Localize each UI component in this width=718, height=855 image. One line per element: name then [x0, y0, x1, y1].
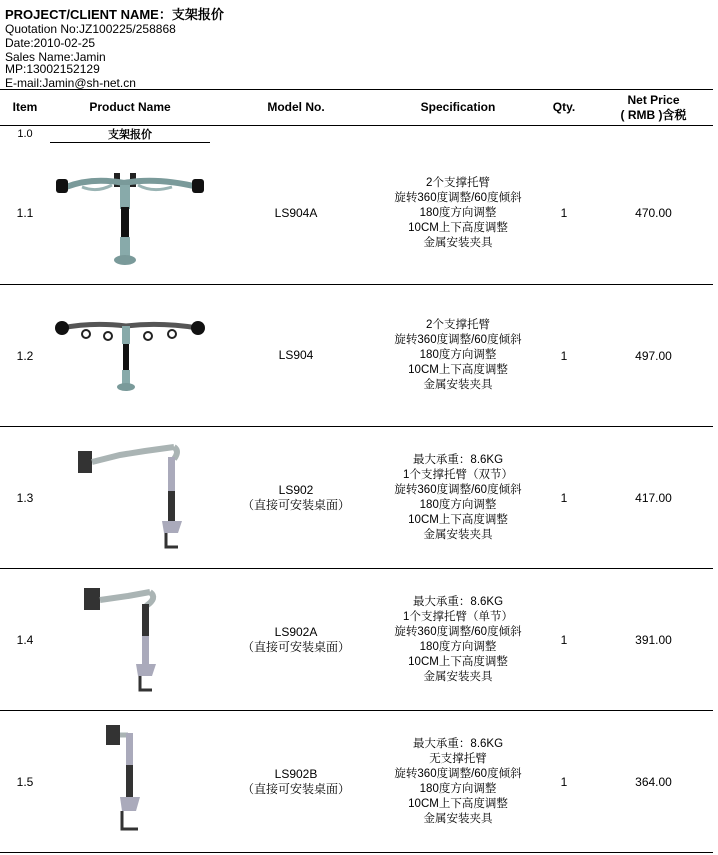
spec-line: 无支撑托臂 [429, 752, 487, 765]
spec-line: 最大承重：8.6KG [412, 737, 504, 750]
qty-cell: 1 [534, 569, 594, 711]
product-image [50, 143, 210, 285]
spec-line: 1个支撑托臂（单节） [403, 610, 513, 623]
spec-line: 10CM上下高度调整 [408, 797, 508, 810]
table-row [0, 143, 713, 285]
sales-name: Sales Name:Jamin [5, 50, 106, 64]
table-header-row [0, 90, 713, 126]
section-name: 支架报价 [50, 126, 210, 143]
table-row [0, 427, 713, 569]
spec-line: 10CM上下高度调整 [408, 364, 508, 376]
table-row [0, 569, 713, 711]
row-item: 1.1 [0, 143, 50, 285]
price-cell: 391.00 [594, 569, 713, 711]
col-product-name: Product Name [50, 90, 210, 126]
qty-cell: 1 [534, 427, 594, 569]
pole-mount-icon [100, 719, 160, 845]
email-address: E-mail:Jamin@sh-net.cn [5, 76, 136, 90]
spec-line: 金属安装夹具 [423, 528, 493, 541]
col-net-price [594, 90, 713, 126]
product-image [50, 711, 210, 853]
qty-cell: 1 [534, 711, 594, 853]
table-row [0, 711, 713, 853]
spec-line: 10CM上下高度调整 [408, 513, 508, 526]
col-item: Item [0, 90, 50, 126]
col-qty: Qty. [534, 90, 594, 126]
spec-line: 金属安装夹具 [423, 379, 493, 391]
spec-line: 金属安装夹具 [423, 812, 493, 825]
spec-line: 10CM上下高度调整 [408, 655, 508, 668]
single-arm-mount-icon [70, 437, 190, 559]
model-note: （直接可安装桌面） [241, 497, 350, 512]
quotation-date: Date:2010-02-25 [5, 36, 96, 50]
spec-line: 旋转360度调整/60度倾斜 [394, 483, 522, 496]
spec-cell [382, 711, 534, 853]
spec-line: 旋转360度调整/60度倾斜 [394, 767, 522, 780]
spec-cell [382, 285, 534, 427]
spec-line: 最大承重：8.6KG [412, 595, 504, 608]
spec-cell [382, 569, 534, 711]
qty-cell: 1 [534, 285, 594, 427]
col-net-price-line1: Net Price [627, 92, 680, 107]
col-net-price-line2: ( RMB )含税 [620, 107, 687, 122]
project-title: PROJECT/CLIENT NAME：支架报价 [5, 7, 224, 22]
spec-line: 180度方向调整 [419, 782, 497, 795]
model-number: LS902A [274, 624, 318, 639]
model-note: （直接可安装桌面） [241, 781, 350, 796]
spec-line: 2个支撑托臂 [426, 176, 490, 189]
spec-line: 2个支撑托臂 [426, 319, 490, 331]
quotation-table [0, 89, 713, 853]
spec-line: 10CM上下高度调整 [408, 221, 508, 234]
spec-line: 180度方向调整 [419, 349, 497, 361]
row-item: 1.4 [0, 569, 50, 711]
spec-line: 1个支撑托臂（双节） [403, 468, 513, 481]
col-specification: Specification [382, 90, 534, 126]
spec-line: 金属安装夹具 [423, 236, 493, 249]
price-cell: 497.00 [594, 285, 713, 427]
spec-line: 180度方向调整 [419, 498, 497, 511]
quotation-number: Quotation No:JZ100225/258868 [5, 22, 176, 36]
price-cell: 470.00 [594, 143, 713, 285]
model-note: （直接可安装桌面） [241, 639, 350, 654]
dual-arm-mount-icon [52, 159, 208, 269]
product-image [50, 569, 210, 711]
spec-line: 旋转360度调整/60度倾斜 [394, 191, 522, 204]
row-item: 1.2 [0, 285, 50, 427]
row-item: 1.5 [0, 711, 50, 853]
price-cell: 364.00 [594, 711, 713, 853]
spec-cell [382, 143, 534, 285]
price-cell: 417.00 [594, 427, 713, 569]
dual-arm-mount-icon [52, 316, 208, 396]
section-row [0, 126, 713, 143]
product-image [50, 285, 210, 427]
col-model-no: Model No. [210, 90, 382, 126]
model-number: LS904 [278, 348, 314, 362]
mobile-phone: MP:13002152129 [5, 62, 100, 76]
spec-cell [382, 427, 534, 569]
spec-line: 最大承重：8.6KG [412, 453, 504, 466]
row-item: 1.3 [0, 427, 50, 569]
spec-line: 180度方向调整 [419, 640, 497, 653]
model-cell [210, 427, 382, 569]
spec-line: 180度方向调整 [419, 206, 497, 219]
spec-line: 旋转360度调整/60度倾斜 [394, 625, 522, 638]
qty-cell: 1 [534, 143, 594, 285]
model-cell [210, 143, 382, 285]
section-item: 1.0 [17, 128, 33, 141]
model-number: LS902B [274, 766, 318, 781]
model-cell [210, 569, 382, 711]
spec-line: 旋转360度调整/60度倾斜 [394, 334, 522, 346]
model-number: LS902 [278, 482, 314, 497]
model-cell [210, 285, 382, 427]
model-number: LS904A [274, 205, 318, 220]
spec-line: 金属安装夹具 [423, 670, 493, 683]
product-image [50, 427, 210, 569]
model-cell [210, 711, 382, 853]
single-arm-mount-icon [80, 578, 180, 702]
table-row [0, 285, 713, 427]
